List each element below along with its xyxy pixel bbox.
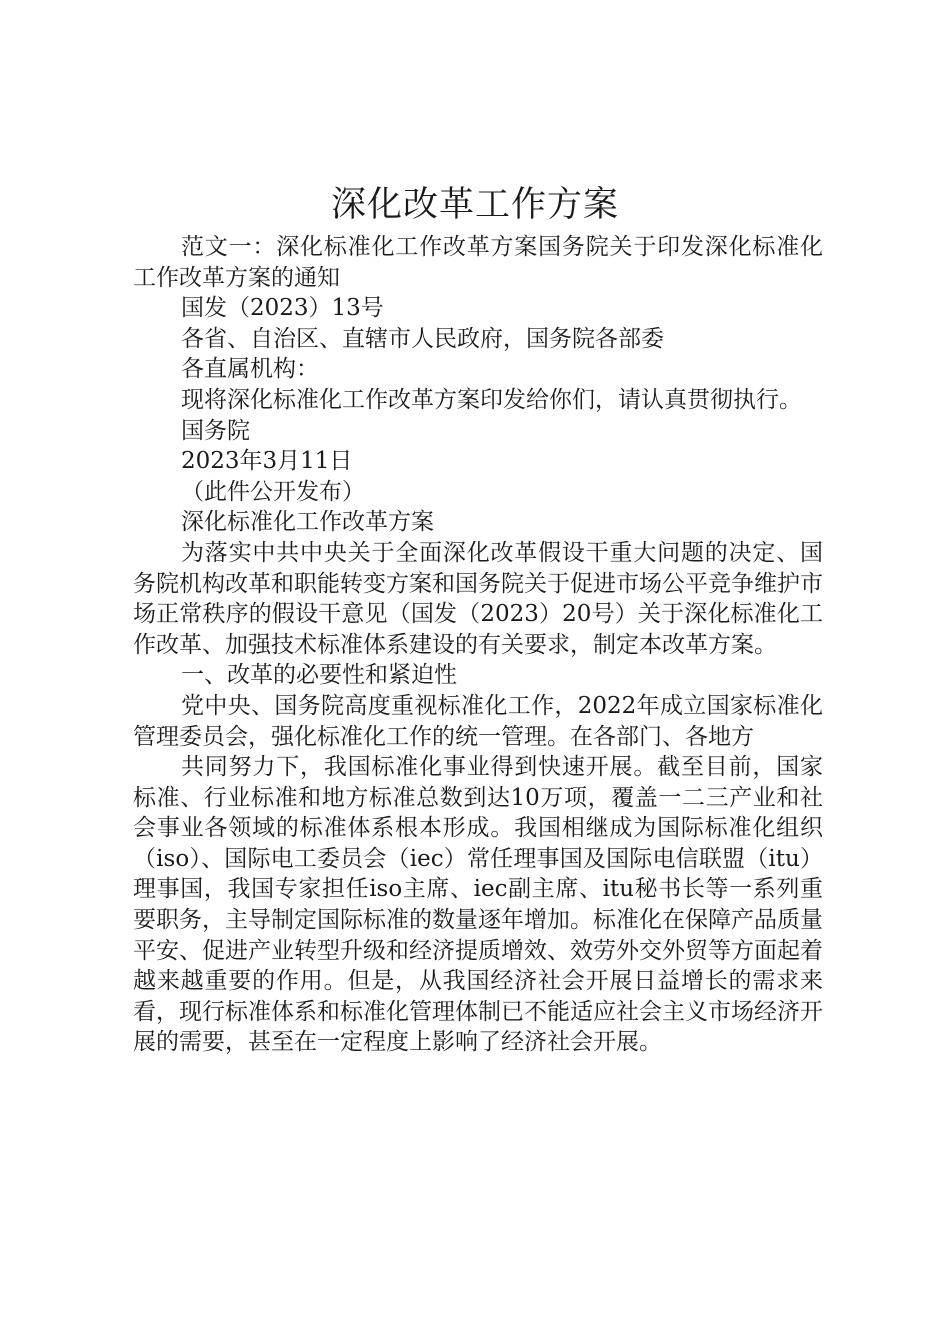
paragraph-publish-note: （此件公开发布）: [181, 478, 365, 505]
paragraph-background: 党中央、国务院高度重视标准化工作，2022年成立国家标准化管理委员会，强化标准化工作的统一管理。在各部门、各地方: [133, 692, 823, 750]
document-body: [133, 232, 823, 1058]
paragraph-date: 2023年3月11日: [181, 448, 353, 475]
paragraph-issuer: 国务院: [181, 417, 250, 444]
document-title: 深化改革工作方案: [330, 185, 619, 225]
paragraph-progress: 共同努力下，我国标准化事业得到快速开展。截至目前，国家标准、行业标准和地方标准总数到达10万项，覆盖一二三产业和社会事业各领域的标准体系根本形成。我国相继成为国际标准化组织（iso）、国际电工委员会（iec）常任理事国及国际电信联盟（itu）理事国，我国专家担任iso主席、iec副主席、itu秘书长等一系列重要职务，主导制定国际标准的数量逐年增加。标准化在保障产品质量平安、促进产业转型升级和经济提质增效、效劳外交外贸等方面起着越来越重要的作用。但是，从我国经济社会开展日益增长的需求来看，现行标准体系和标准化管理体制已不能适应社会主义市场经济开展的需要，甚至在一定程度上影响了经济社会开展。: [133, 754, 823, 1056]
paragraph-intro: 范文一：深化标准化工作改革方案国务院关于印发深化标准化工作改革方案的通知: [133, 234, 823, 291]
paragraph-plan-title: 深化标准化工作改革方案: [181, 509, 434, 536]
paragraph-recipients-cont: 各直属机构：: [181, 356, 319, 383]
paragraph-notice: 现将深化标准化工作改革方案印发给你们，请认真贯彻执行。: [181, 386, 802, 413]
paragraph-doc-number: 国发（2023）13号: [181, 295, 384, 322]
paragraph-recipients: 各省、自治区、直辖市人民政府，国务院各部委: [181, 325, 664, 352]
paragraph-purpose: 为落实中共中央关于全面深化改革假设干重大问题的决定、国务院机构改革和职能转变方案和国务院关于促进市场公平竞争维护市场正常秩序的假设干意见（国发（2023）20号）关于深化标准化工作改革、加强技术标准体系建设的有关要求，制定本改革方案。: [133, 539, 823, 658]
section-heading-1: 一、改革的必要性和紧迫性: [181, 662, 457, 689]
